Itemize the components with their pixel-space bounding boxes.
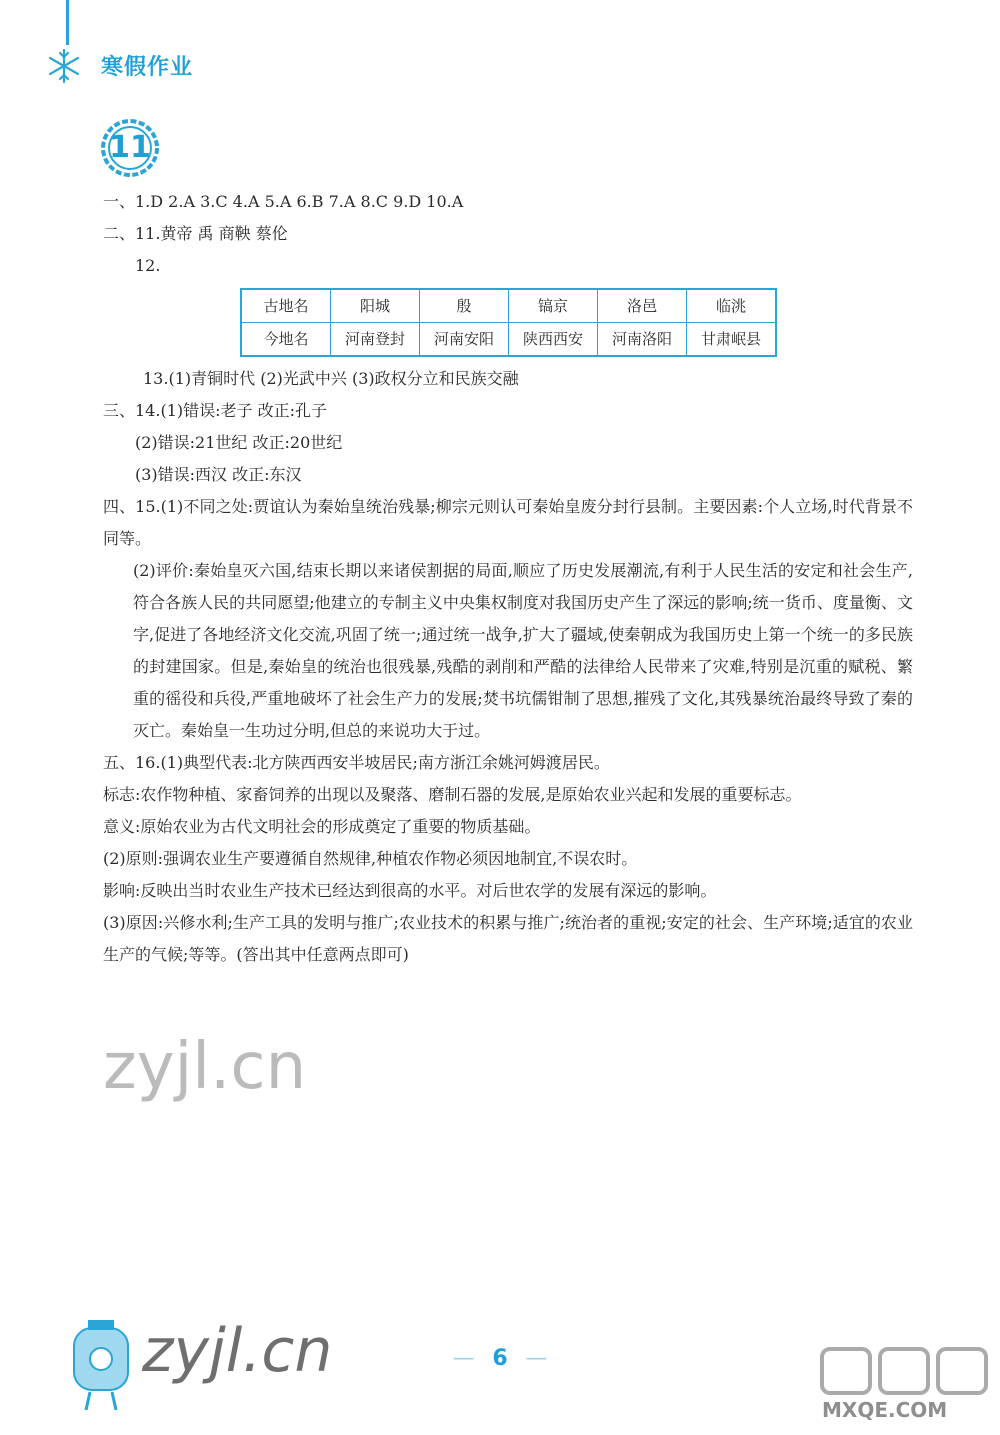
header-rule bbox=[66, 0, 69, 45]
table-cell: 阳城 bbox=[331, 289, 420, 323]
section-number: 11 bbox=[109, 130, 151, 165]
answer-line: 意义:原始农业为古代文明社会的形成奠定了重要的物质基础。 bbox=[103, 817, 541, 836]
header-title: 寒假作业 bbox=[101, 55, 194, 80]
answer-line: 12. bbox=[135, 256, 161, 275]
page-number-value: 6 bbox=[492, 1346, 508, 1371]
answer-paragraph: 四、15.(1)不同之处:贾谊认为秦始皇统治残暴;柳宗元则认可秦始皇废分封行县制。主要因素:个人立场,时代背景不同等。 bbox=[103, 497, 913, 548]
page-dash: — bbox=[452, 1346, 475, 1371]
answer-line: 三、14.(1)错误:老子 改正:孔子 bbox=[103, 401, 327, 420]
answer-line: 13.(1)青铜时代 (2)光武中兴 (3)政权分立和民族交融 bbox=[143, 369, 519, 388]
answer-line: 影响:反映出当时农业生产技术已经达到很高的水平。对后世农学的发展有深远的影响。 bbox=[103, 881, 717, 900]
answer-content bbox=[103, 186, 913, 971]
watermark: zyjl.cn bbox=[103, 1030, 307, 1104]
snowflake-icon bbox=[44, 46, 84, 86]
watermark: zyjl.cn bbox=[142, 1316, 333, 1386]
table-cell: 殷 bbox=[420, 289, 509, 323]
table-cell: 洛邑 bbox=[598, 289, 687, 323]
table-cell: 今地名 bbox=[241, 323, 331, 357]
table-cell: 河南安阳 bbox=[420, 323, 509, 357]
table-cell: 临洮 bbox=[687, 289, 777, 323]
answer-line: 标志:农作物种植、家畜饲养的出现以及聚落、磨制石器的发展,是原始农业兴起和发展的重要标志。 bbox=[103, 785, 802, 804]
answer-line: 二、11.黄帝 禹 商鞅 蔡伦 bbox=[103, 224, 288, 243]
site-logo-text: MXQE.COM bbox=[822, 1398, 948, 1422]
answer-line: 一、1.D 2.A 3.C 4.A 5.A 6.B 7.A 8.C 9.D 10.A bbox=[103, 192, 464, 211]
answer-line: 五、16.(1)典型代表:北方陕西西安半坡居民;南方浙江余姚河姆渡居民。 bbox=[103, 753, 610, 772]
table-cell: 河南登封 bbox=[331, 323, 420, 357]
answer-line: (2)原则:强调农业生产要遵循自然规律,种植农作物必须因地制宜,不误农时。 bbox=[103, 849, 638, 868]
table-cell: 甘肃岷县 bbox=[687, 323, 777, 357]
page-dash: — bbox=[525, 1346, 548, 1371]
table-row bbox=[241, 289, 776, 323]
table-cell: 镐京 bbox=[509, 289, 598, 323]
answer-paragraph: (2)评价:秦始皇灭六国,结束长期以来诸侯割据的局面,顺应了历史发展潮流,有利于人民生活的安定和社会生产,符合各族人民的共同愿望;他建立的专制主义中央集权制度对我国历史产生了深远的影响;统一货币、度量衡、文字,促进了各地经济文化交流,巩固了统一;通过统一战争,扩大了疆域,使秦朝成为我国历史上第一个统一的多民族的封建国家。但是,秦始皇的统治也很残暴,残酷的剥削和严酷的法律给人民带来了灾难,特别是沉重的赋税、繁重的徭役和兵役,严重地破坏了社会生产力的发展;焚书坑儒钳制了思想,摧残了文化,其残暴统治最终导致了秦的灭亡。秦始皇一生功过分明,但总的来说功大于过。 bbox=[133, 561, 913, 740]
table-cell: 古地名 bbox=[241, 289, 331, 323]
table-row bbox=[241, 323, 776, 357]
answer-line: (2)错误:21世纪 改正:20世纪 bbox=[135, 433, 343, 452]
answer-line: (3)错误:西汉 改正:东汉 bbox=[135, 465, 302, 484]
table-cell: 河南洛阳 bbox=[598, 323, 687, 357]
place-name-table bbox=[240, 288, 777, 357]
table-cell: 陕西西安 bbox=[509, 323, 598, 357]
answer-paragraph: (3)原因:兴修水利;生产工具的发明与推广;农业技术的积累与推广;统治者的重视;安定的社会、生产环境;适宜的农业生产的气候;等等。(答出其中任意两点即可) bbox=[103, 913, 913, 964]
